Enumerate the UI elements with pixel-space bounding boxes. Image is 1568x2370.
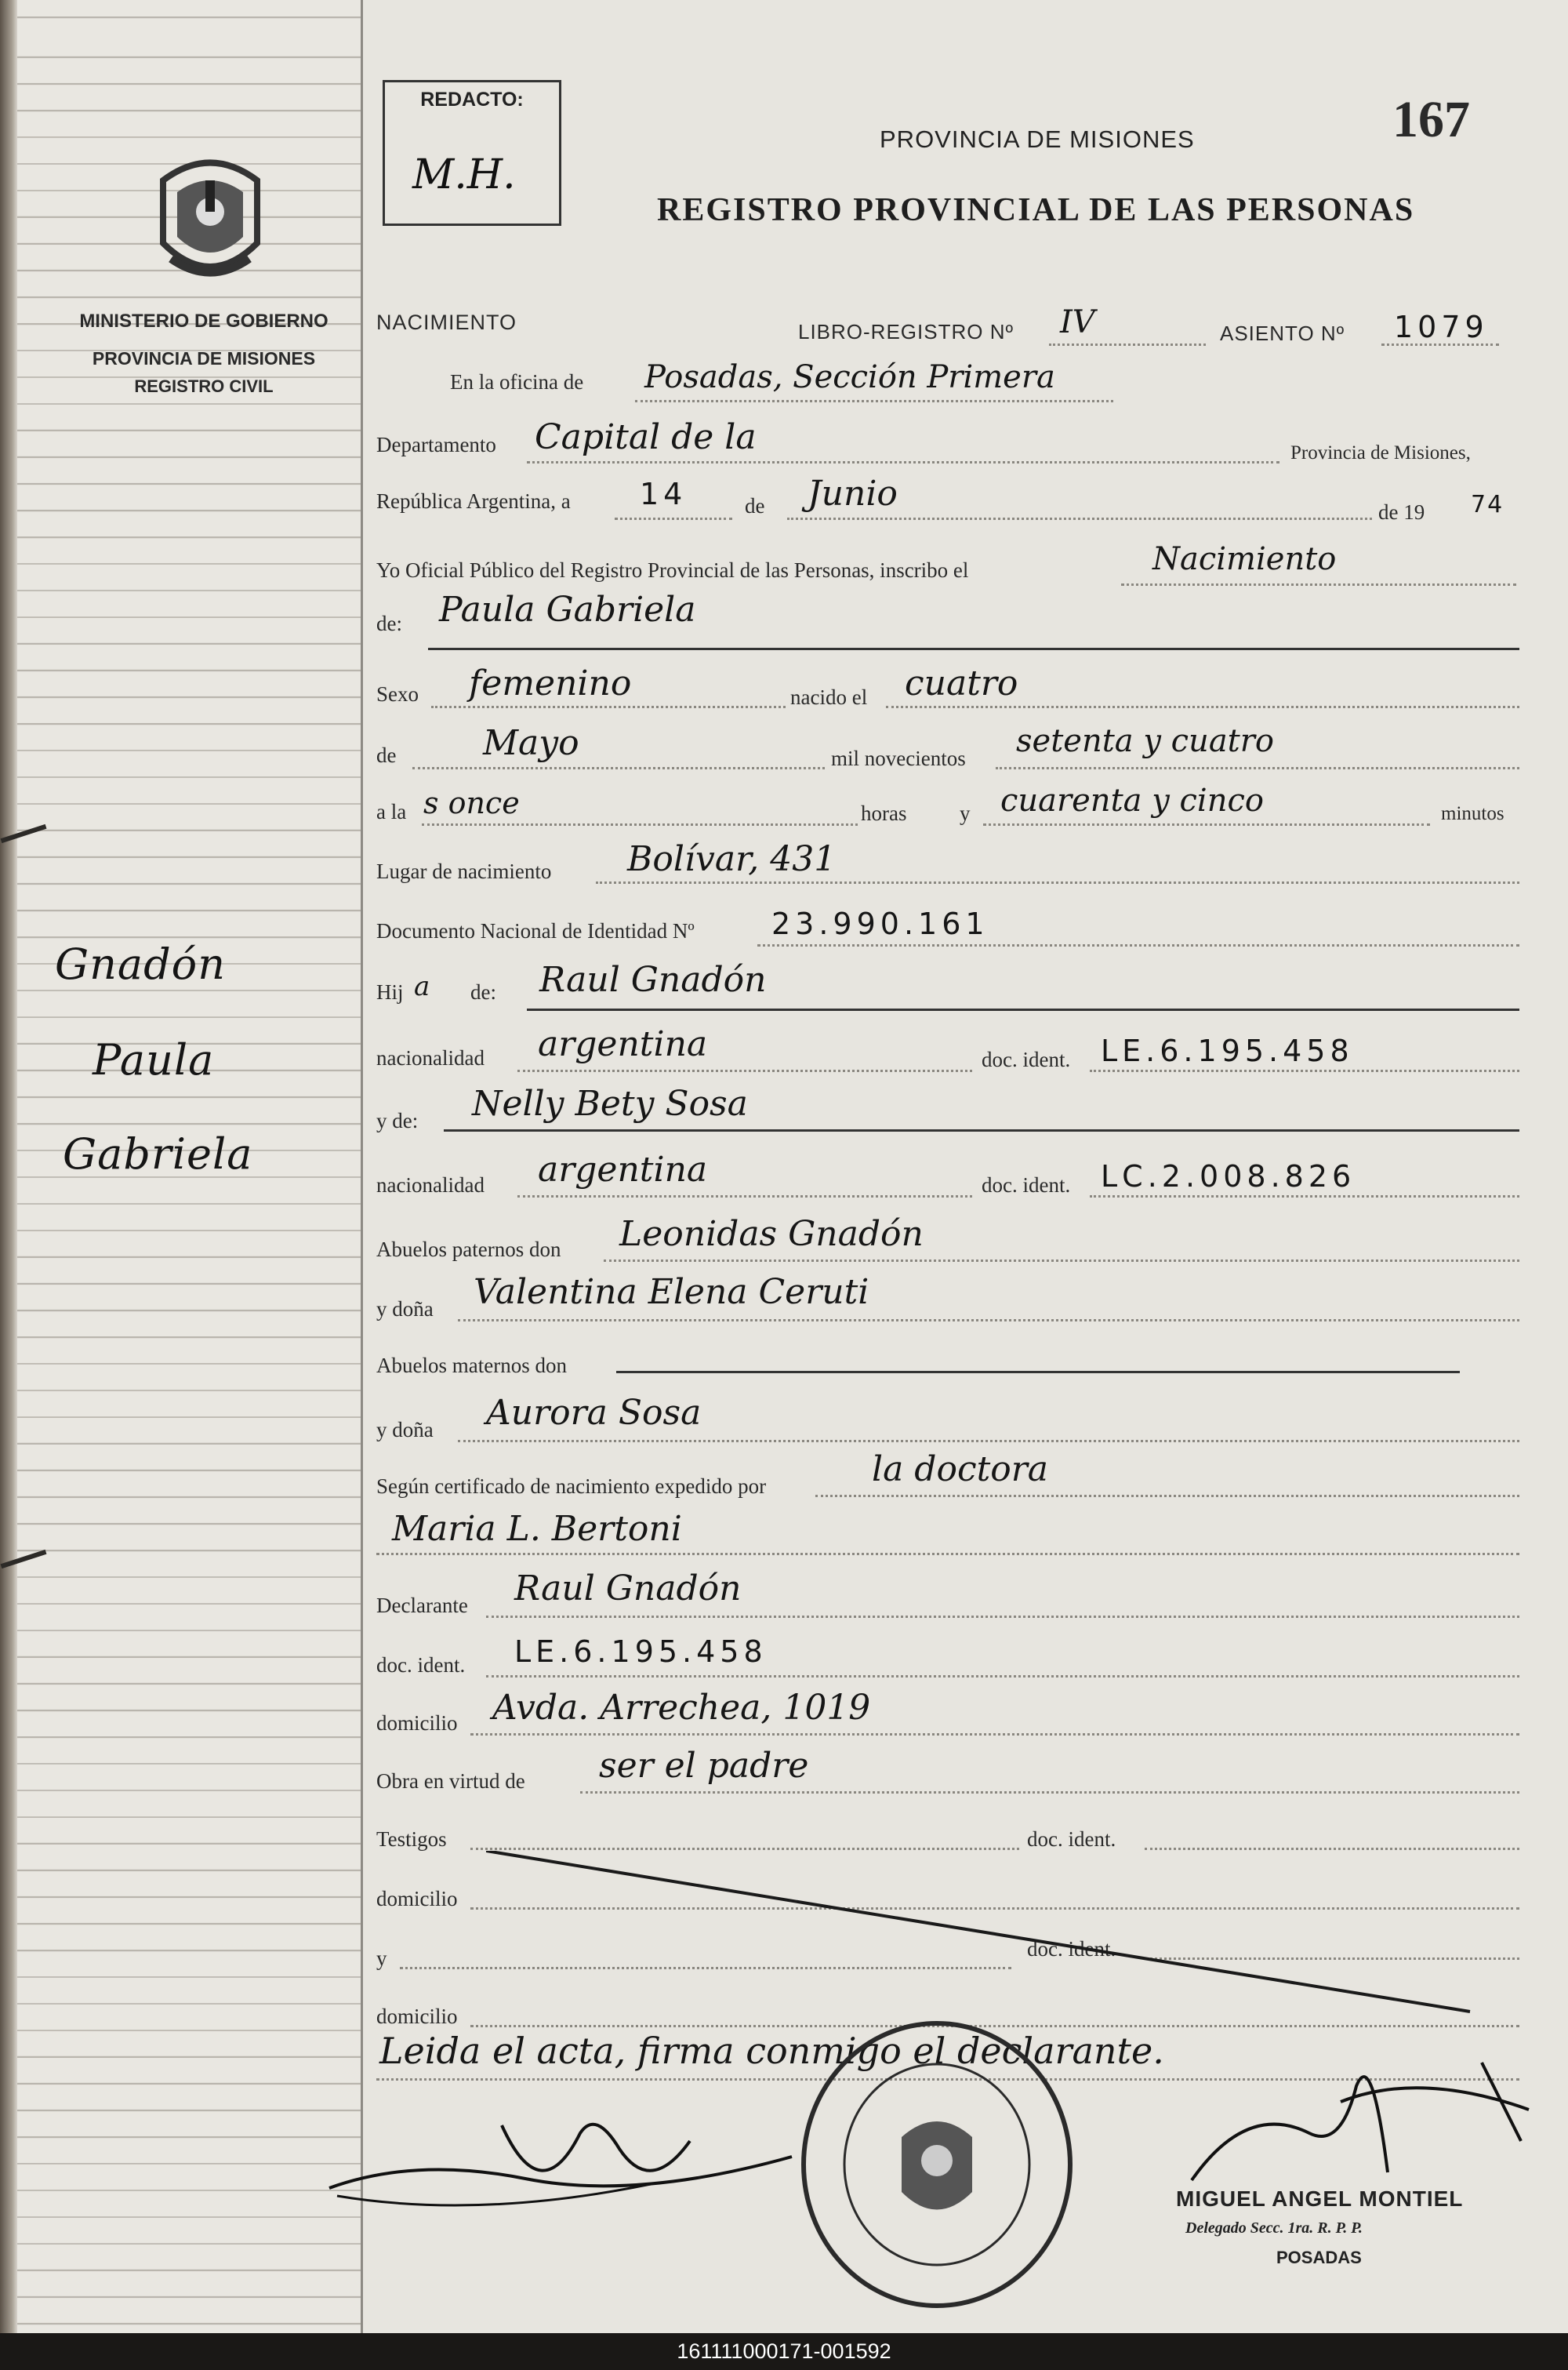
underline	[428, 648, 1519, 650]
de-label: de	[745, 494, 765, 518]
mil-value: setenta y cuatro	[1016, 723, 1274, 759]
redacto-label: REDACTO:	[420, 89, 524, 111]
anio-label: de 19	[1378, 500, 1425, 524]
domicilio-label: domicilio	[376, 1711, 458, 1735]
ydona-label: y doña	[376, 1418, 434, 1441]
asiento-value: 1079	[1394, 310, 1489, 344]
minutos-label: minutos	[1441, 803, 1504, 824]
dni-label: Documento Nacional de Identidad Nº	[376, 919, 695, 943]
official-seal	[792, 2012, 1082, 2310]
official-name: MIGUEL ANGEL MONTIEL	[1176, 2186, 1464, 2211]
libro-label: LIBRO-REGISTRO Nº	[798, 320, 1014, 344]
libro-value: IV	[1060, 304, 1095, 340]
nac-madre-value: argentina	[538, 1150, 708, 1190]
domicilio-label: domicilio	[376, 2005, 458, 2028]
mes-value: Junio	[808, 474, 898, 514]
dotted-line	[527, 461, 1279, 463]
dotted-line	[1121, 583, 1516, 586]
image-id-footer: 161111000171-001592	[0, 2333, 1568, 2370]
dotted-line	[431, 706, 786, 708]
dotted-line	[757, 944, 1519, 947]
dotted-line	[615, 518, 732, 520]
oficina-label: En la oficina de	[450, 370, 584, 394]
doctora-value: Maria L. Bertoni	[392, 1509, 682, 1549]
sexo-value: femenino	[469, 663, 632, 703]
doc-ident-label: doc. ident.	[376, 1653, 466, 1677]
province-title: PROVINCIA DE MISIONES	[880, 125, 1195, 153]
ydona-label: y doña	[376, 1297, 434, 1321]
y2-label: y	[376, 1947, 387, 1970]
asiento-label: ASIENTO Nº	[1220, 322, 1345, 345]
madre-value: Nelly Bety Sosa	[472, 1084, 748, 1124]
dotted-line	[996, 767, 1519, 769]
margin-given-name: Gabriela	[63, 1129, 253, 1179]
lugar-label: Lugar de nacimiento	[376, 860, 552, 883]
hijo-label: Hij	[376, 980, 404, 1004]
nacionalidad-label: nacionalidad	[376, 1046, 485, 1070]
ministry-line: PROVINCIA DE MISIONES	[92, 348, 316, 369]
abuelos-mat-label: Abuelos maternos don	[376, 1354, 567, 1377]
inscribo-label: Yo Oficial Público del Registro Provincial de las Personas, inscribo el	[376, 558, 969, 582]
segun-value: la doctora	[872, 1449, 1049, 1489]
dotted-line	[486, 1616, 1519, 1618]
de2-label: de	[376, 743, 397, 767]
dotted-line	[470, 1733, 1519, 1736]
oficina-value: Posadas, Sección Primera	[644, 359, 1055, 395]
margin-given-name: Paula	[93, 1035, 215, 1085]
dotted-line	[1090, 1070, 1519, 1072]
abuelos-pat-label: Abuelos paternos don	[376, 1238, 561, 1261]
obra-value: ser el padre	[599, 1746, 809, 1786]
segun-label: Según certificado de nacimiento expedido por	[376, 1474, 767, 1498]
dotted-line	[596, 881, 1519, 884]
margin-surname: Gnadón	[55, 940, 226, 989]
declarant-signature	[321, 2102, 808, 2227]
horas-label: horas	[861, 802, 907, 825]
mil-label: mil novecientos	[831, 747, 966, 770]
dotted-line	[604, 1260, 1519, 1262]
abuelo-pat-value: Leonidas Gnadón	[619, 1214, 924, 1254]
dotted-line	[787, 518, 1372, 520]
dotted-line	[1090, 1195, 1519, 1198]
act-type: NACIMIENTO	[376, 311, 517, 334]
lugar-value: Bolívar, 431	[627, 839, 837, 879]
testigos-label: Testigos	[376, 1827, 447, 1851]
inscribo-value: Nacimiento	[1152, 541, 1337, 577]
redacto-initials: M.H.	[412, 151, 516, 198]
doc-ident-label: doc. ident.	[1027, 1827, 1116, 1851]
underline	[527, 1009, 1519, 1011]
mes-nac-value: Mayo	[483, 723, 579, 763]
provincia-suffix: Provincia de Misiones,	[1290, 442, 1471, 463]
doc-padre-value: LE.6.195.458	[1101, 1034, 1354, 1068]
nacido-label: nacido el	[790, 685, 868, 709]
hora-value: s once	[423, 786, 520, 820]
official-city: POSADAS	[1276, 2248, 1362, 2267]
ministry-line: REGISTRO CIVIL	[134, 376, 274, 396]
doc-ident-label: doc. ident.	[982, 1048, 1071, 1071]
dotted-line	[458, 1319, 1519, 1321]
anio-value: 74	[1471, 491, 1504, 518]
ministry-line: MINISTERIO DE GOBIERNO	[79, 311, 328, 332]
margin-rule	[361, 0, 363, 2333]
dotted-line	[517, 1070, 972, 1072]
abuela-pat-value: Valentina Elena Ceruti	[474, 1272, 869, 1312]
official-signature	[1184, 2039, 1544, 2196]
binding-edge	[0, 0, 17, 2333]
sexo-label: Sexo	[376, 682, 419, 706]
doc-madre-value: LC.2.008.826	[1101, 1159, 1356, 1194]
nac-padre-value: argentina	[538, 1024, 708, 1064]
alas-label: a la	[376, 800, 407, 823]
doc-ident-label: doc. ident.	[982, 1173, 1071, 1197]
dotted-line	[886, 706, 1519, 708]
dotted-line	[376, 1553, 1519, 1555]
domicilio-label: domicilio	[376, 1887, 458, 1910]
abuela-mat-value: Aurora Sosa	[486, 1393, 702, 1433]
dotted-line	[580, 1791, 1519, 1794]
y-label: y	[960, 802, 971, 825]
registry-title: REGISTRO PROVINCIAL DE LAS PERSONAS	[657, 192, 1415, 228]
dotted-line	[517, 1195, 972, 1198]
republica-label: República Argentina, a	[376, 489, 571, 513]
nacido-value: cuatro	[905, 663, 1018, 703]
dotted-line	[815, 1495, 1519, 1497]
nombre-label: de:	[376, 612, 402, 635]
obra-label: Obra en virtud de	[376, 1769, 525, 1793]
hijo-suffix: a	[414, 971, 430, 1002]
doc-ident-label: doc. ident.	[1027, 1937, 1116, 1961]
declarante-value: Raul Gnadón	[514, 1568, 742, 1608]
coat-of-arms-icon	[140, 149, 281, 298]
underline	[444, 1129, 1519, 1132]
domicilio-value: Avda. Arrechea, 1019	[492, 1688, 871, 1728]
dotted-line	[1381, 344, 1499, 346]
dotted-line	[983, 823, 1430, 826]
padre-value: Raul Gnadón	[539, 960, 767, 1000]
departamento-label: Departamento	[376, 433, 496, 456]
yde-label: y de:	[376, 1109, 419, 1132]
nacionalidad-label: nacionalidad	[376, 1173, 485, 1197]
strike-through-line	[486, 1851, 1474, 2031]
nombre-value: Paula Gabriela	[439, 590, 696, 630]
departamento-value: Capital de la	[535, 417, 757, 457]
closing-statement: Leida el acta, firma conmigo el declarante.	[379, 2030, 1164, 2072]
dotted-line	[1049, 344, 1206, 346]
dotted-line	[422, 823, 858, 826]
dni-value: 23.990.161	[771, 907, 989, 941]
doc-decl-value: LE.6.195.458	[514, 1634, 768, 1669]
dotted-line	[1145, 1848, 1519, 1850]
dotted-line	[412, 767, 825, 769]
cancel-line	[616, 1371, 1460, 1373]
declarante-label: Declarante	[376, 1594, 468, 1617]
folio-number: 167	[1392, 91, 1470, 148]
dotted-line	[486, 1675, 1519, 1678]
dotted-line	[635, 400, 1113, 402]
dia-value: 14	[640, 477, 688, 511]
minutos-value: cuarenta y cinco	[1000, 783, 1264, 819]
official-title: Delegado Secc. 1ra. R. P. P.	[1185, 2219, 1363, 2237]
dotted-line	[470, 1848, 1019, 1850]
hijo-de-label: de:	[470, 980, 496, 1004]
redacto-box	[383, 80, 561, 226]
dotted-line	[458, 1440, 1519, 1442]
